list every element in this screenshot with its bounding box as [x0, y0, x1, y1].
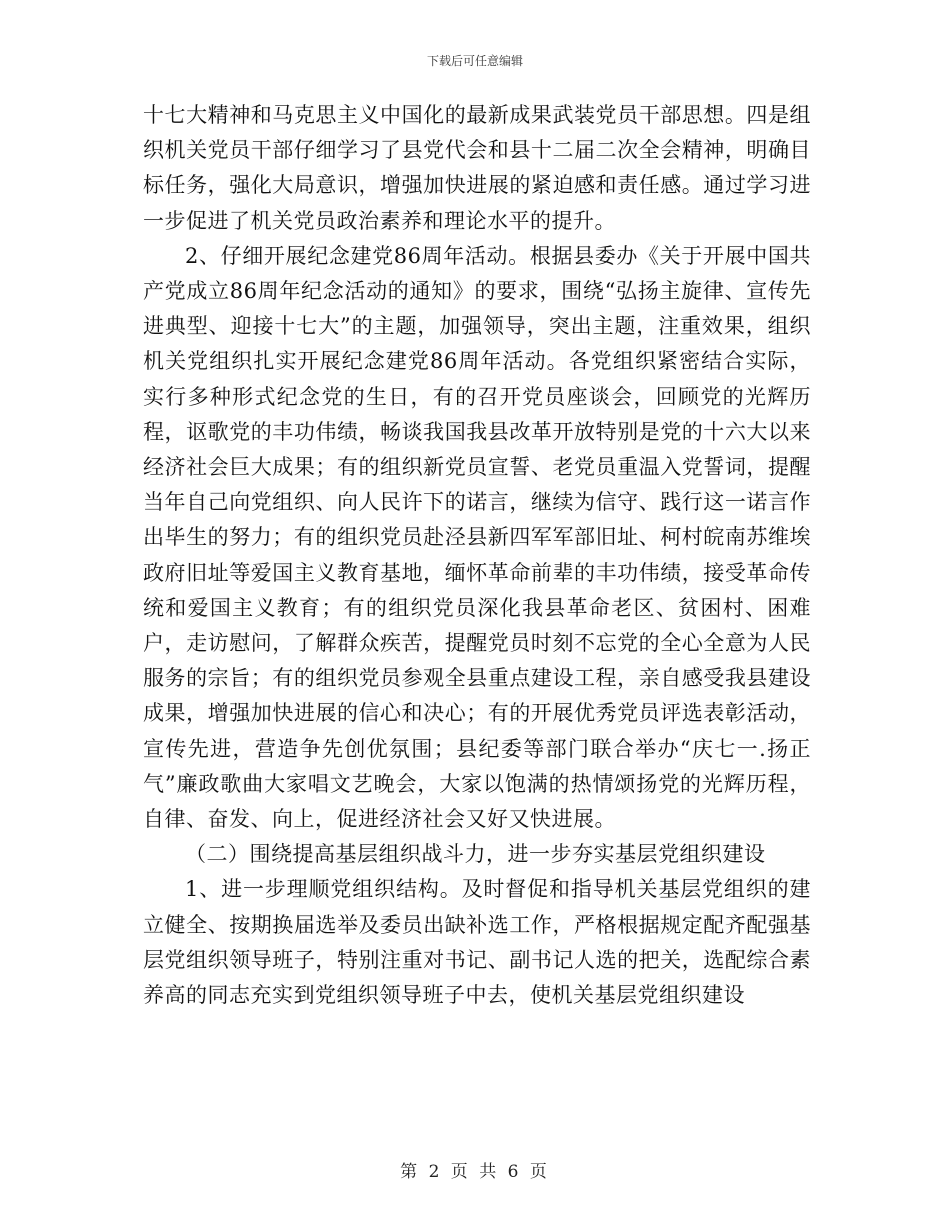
- document-body: [143, 98, 811, 1013]
- paragraph-anniversary-activities: 2、仔细开展纪念建党86周年活动。根据县委办《关于开展中国共产党成立86周年纪念活动的通知》的要求，围绕“弘扬主旋律、宣传先进典型、迎接十七大”的主题，加强领导，突出主题，注重效果，组织机关党组织扎实开展纪念建党86周年活动。各党组织紧密结合实际，实行多种形式纪念党的生日，有的召开党员座谈会，回顾党的光辉历程，讴歌党的丰功伟绩，畅谈我国我县改革开放特别是党的十六大以来经济社会巨大成果；有的组织新党员宣誓、老党员重温入党誓词，提醒当年自己向党组织、向人民许下的诺言，继续为信守、践行这一诺言作出毕生的努力；有的组织党员赴泾县新四军军部旧址、柯村皖南苏维埃政府旧址等爱国主义教育基地，缅怀革命前辈的丰功伟绩，接受革命传统和爱国主义教育；有的组织党员深化我县革命老区、贫困村、困难户，走访慰问，了解群众疾苦，提醒党员时刻不忘党的全心全意为人民服务的宗旨；有的组织党员参观全县重点建设工程，亲自感受我县建设成果，增强加快进展的信心和决心；有的开展优秀党员评选表彰活动，宣传先进，营造争先创优氛围；县纪委等部门联合举办“庆七一.扬正气”廉政歌曲大家唱文艺晚会，大家以饱满的热情颂扬党的光辉历程，自律、奋发、向上，促进经济社会又好又快进展。: [143, 243, 811, 832]
- paragraph-continued: 十七大精神和马克思主义中国化的最新成果武装党员干部思想。四是组织机关党员干部仔细学习了县党代会和县十二届二次全会精神，明确目标任务，强化大局意识，增强加快进展的紧迫感和责任感。通过学习进一步促进了机关党员政治素养和理论水平的提升。: [143, 103, 811, 233]
- paragraph-party-structure: 1、进一步理顺党组织结构。及时督促和指导机关基层党组织的建立健全、按期换届选举及委员出缺补选工作，严格根据规定配齐配强基层党组织领导班子，特别注重对书记、副书记人选的把关，选配综合素养高的同志充实到党组织领导班子中去，使机关基层党组织建设: [143, 877, 811, 1008]
- page-header-note: 下载后可任意编辑: [426, 54, 523, 68]
- section-heading: （二）围绕提高基层组织战斗力，进一步夯实基层党组织建设: [185, 842, 766, 867]
- page-number: 第 2 页 共 6 页: [400, 1162, 550, 1182]
